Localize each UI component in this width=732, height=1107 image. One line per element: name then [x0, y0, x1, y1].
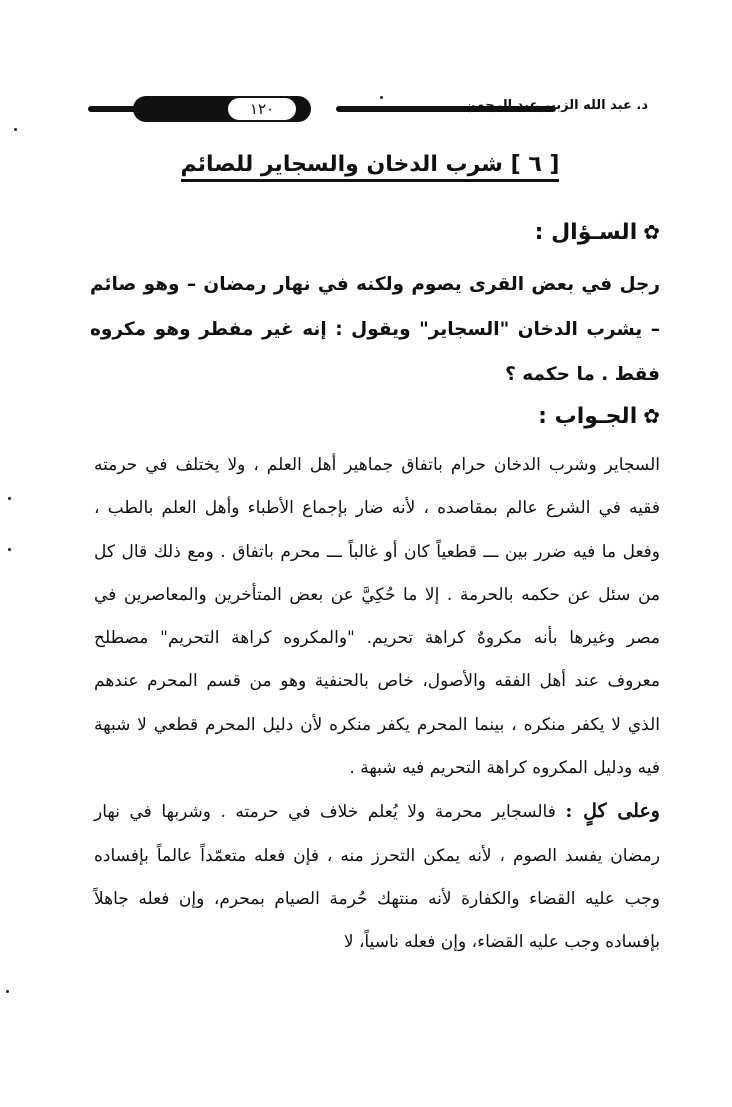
answer-label	[538, 404, 660, 429]
flower-ornament-icon: ✿	[643, 220, 660, 244]
section-title	[150, 152, 590, 177]
scan-speck	[8, 548, 11, 551]
question-text: رجل في بعض القرى يصوم ولكنه في نهار رمضان – وهو صائم – يشرب الدخان "السجاير" ويقول : إنه غير مفطر وهو مكروه فقط . ما حكمه ؟	[90, 274, 660, 385]
scan-speck	[8, 497, 11, 500]
answer-paragraph-2-text: فالسجاير محرمة ولا يُعلم خلاف في حرمته . وشربها في نهار رمضان يفسد الصوم ، لأنه يمكن التحرز منه ، فإن فعله متعمّداً عالماً بإفساده وجب عليه القضاء والكفارة لأنه منتهك حُرمة الصيام بمحرم، وإن فعله جاهلاً بإفساده وجب عليه القضاء، وإن فعله ناسياً، لا	[94, 802, 660, 953]
answer-lead: وعلى كلٍ :	[565, 800, 660, 823]
page-number: ١٢٠	[228, 98, 296, 120]
section-title-text: [ ٦ ] شرب الدخان والسجاير للصائم	[181, 152, 560, 182]
flower-ornament-icon: ✿	[643, 404, 660, 428]
question-label	[535, 220, 660, 245]
page-header	[88, 90, 648, 130]
answer-paragraph-1: السجاير وشرب الدخان حرام باتفاق جماهير أهل العلم ، ولا يختلف في حرمته فقيه في الشرع عالم بمقاصده ، لأنه ضار بإجماع الأطباء وأهل العلم بالطب ، وفعل ما فيه ضرر بين ـــ قطعياً كان أو غالباً ـــ محرم باتفاق . ومع ذلك قال كل من سئل عن حكمه بالحرمة . إلا ما حُكِيَّ عن بعض المتأخرين والمعاصرين في مصر وغيرها بأنه مكروهٌ كراهة تحريم. "والمكروه كراهة التحريم" مصطلح معروف عند أهل الفقه والأصول، خاص بالحنفية وهو من قسم المحرم عندهم الذي لا يكفر منكره ، بينما المحرم يكفر منكره لأن دليل المحرم قطعي لا شبهة فيه ودليل المكروه كراهة التحريم فيه شبهة .	[94, 455, 660, 779]
scan-speck	[14, 128, 17, 131]
header-author: د. عبد الله الزبير عبد الرحمن	[464, 98, 648, 113]
scan-speck	[6, 990, 9, 993]
answer-label-text: الجـواب :	[538, 404, 638, 429]
question-label-text: السـؤال :	[534, 220, 638, 245]
scan-speck	[380, 96, 383, 99]
answer-body	[94, 444, 660, 965]
answer-paragraph-2	[94, 790, 660, 964]
